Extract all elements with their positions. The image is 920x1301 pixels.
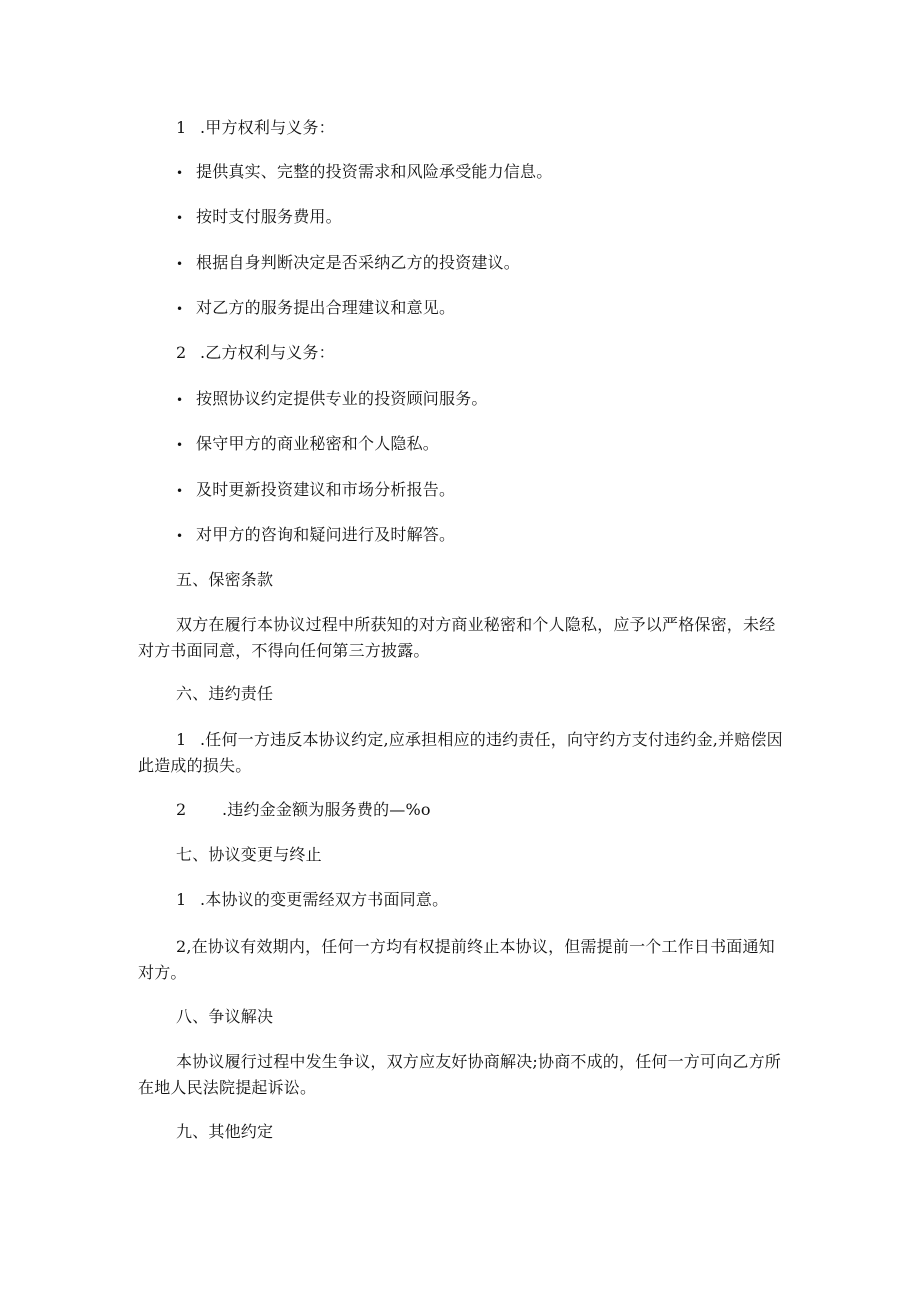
clause-number: 1 [176, 890, 187, 909]
section-title-confidentiality: 五、保密条款 [176, 570, 274, 589]
clause-change-1 [176, 888, 448, 912]
list-item [176, 523, 455, 548]
section-title-other: 九、其他约定 [176, 1122, 274, 1141]
party-a-heading [176, 116, 335, 140]
clause-number: 2 [176, 937, 187, 956]
bullet-icon: • [176, 257, 184, 271]
heading-number: 1 [176, 118, 187, 137]
clause-breach-1 [138, 727, 788, 779]
clause-change-2 [138, 934, 788, 986]
list-item-text: 及时更新投资建议和市场分析报告。 [196, 480, 456, 499]
paragraph-text: 本协议履行过程中发生争议，双方应友好协商解决;协商不成的，任何一方可向乙方所在地人民法院提起诉讼。 [138, 1052, 781, 1097]
bullet-icon: • [176, 484, 184, 498]
list-item [176, 160, 552, 185]
clause-text: .任何一方违反本协议约定,应承担相应的违约责任，向守约方支付违约金,并赔偿因此造成的损失。 [138, 730, 783, 775]
clause-text: .本协议的变更需经双方书面同意。 [200, 890, 449, 909]
party-b-heading [176, 341, 335, 365]
list-item-text: 按照协议约定提供专业的投资顾问服务。 [196, 389, 488, 408]
paragraph-confidentiality [138, 612, 788, 664]
list-item-text: 对甲方的咨询和疑问进行及时解答。 [196, 525, 456, 544]
section-title-breach: 六、违约责任 [176, 684, 274, 703]
heading-text: .乙方权利与义务： [200, 343, 335, 362]
heading-text: .甲方权利与义务： [200, 118, 335, 137]
clause-number: 2 [176, 800, 187, 819]
list-item [176, 205, 342, 230]
list-item-text: 根据自身判断决定是否采纳乙方的投资建议。 [196, 253, 521, 272]
paragraph-dispute [138, 1049, 788, 1101]
clause-text: ,在协议有效期内，任何一方均有权提前终止本协议，但需提前一个工作日书面通知对方。 [138, 937, 775, 982]
list-item-text: 按时支付服务费用。 [196, 207, 342, 226]
bullet-icon: • [176, 166, 184, 180]
list-item [176, 251, 520, 276]
list-item [176, 296, 455, 321]
bullet-icon: • [176, 302, 184, 316]
heading-number: 2 [176, 343, 187, 362]
bullet-icon: • [176, 393, 184, 407]
list-item-text: 对乙方的服务提出合理建议和意见。 [196, 298, 456, 317]
list-item [176, 432, 439, 457]
clause-text: .违约金金额为服务费的—%o [222, 800, 431, 819]
section-title-dispute: 八、争议解决 [176, 1007, 274, 1026]
list-item-text: 提供真实、完整的投资需求和风险承受能力信息。 [196, 162, 553, 181]
bullet-icon: • [176, 438, 184, 452]
clause-breach-2 [176, 798, 431, 822]
section-title-change: 七、协议变更与终止 [176, 845, 322, 864]
clause-number: 1 [176, 730, 187, 749]
paragraph-text: 双方在履行本协议过程中所获知的对方商业秘密和个人隐私，应予以严格保密，未经对方书面同意，不得向任何第三方披露。 [138, 615, 776, 660]
bullet-icon: • [176, 211, 184, 225]
list-item [176, 478, 455, 503]
list-item-text: 保守甲方的商业秘密和个人隐私。 [196, 434, 440, 453]
bullet-icon: • [176, 529, 184, 543]
list-item [176, 387, 488, 412]
